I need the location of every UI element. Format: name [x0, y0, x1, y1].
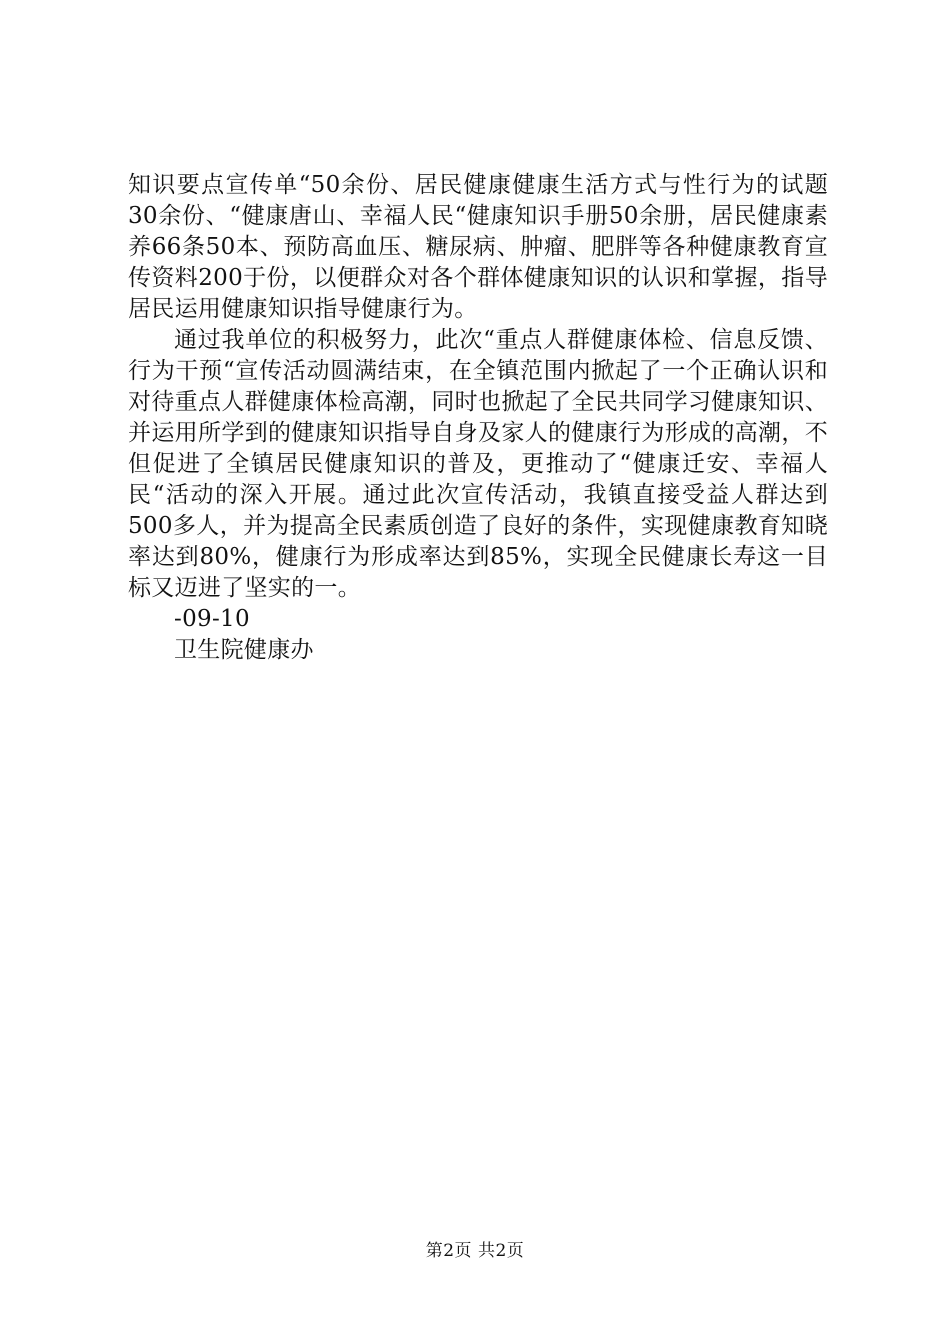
page-number-footer: 第2页 共2页 [425, 1241, 525, 1261]
document-body [128, 170, 828, 666]
paragraph-1: 知识要点宣传单“50余份、居民健康健康生活方式与性行为的试题30余份、“健康唐山、幸福人民“健康知识手册50余册，居民健康素养66条50本、预防高血压、糖尿病、肿瘤、肥胖等各种健康教育宣传资料200于份，以便群众对各个群体健康知识的认识和掌握，指导居民运用健康知识指导健康行为。 [128, 172, 828, 322]
paragraph-2: 通过我单位的积极努力，此次“重点人群健康体检、信息反馈、行为干预“宣传活动圆满结束，在全镇范围内掀起了一个正确认识和对待重点人群健康体检高潮，同时也掀起了全民共同学习健康知识、并运用所学到的健康知识指导自身及家人的健康行为形成的高潮，不但促进了全镇居民健康知识的普及，更推动了“健康迁安、幸福人民“活动的深入开展。通过此次宣传活动，我镇直接受益人群达到500多人，并为提高全民素质创造了良好的条件，实现健康教育知晓率达到80%，健康行为形成率达到85%，实现全民健康长寿这一目标又迈进了坚实的一。 [128, 327, 828, 601]
document-date: -09-10 [174, 606, 250, 632]
document-signature: 卫生院健康办 [174, 637, 314, 663]
